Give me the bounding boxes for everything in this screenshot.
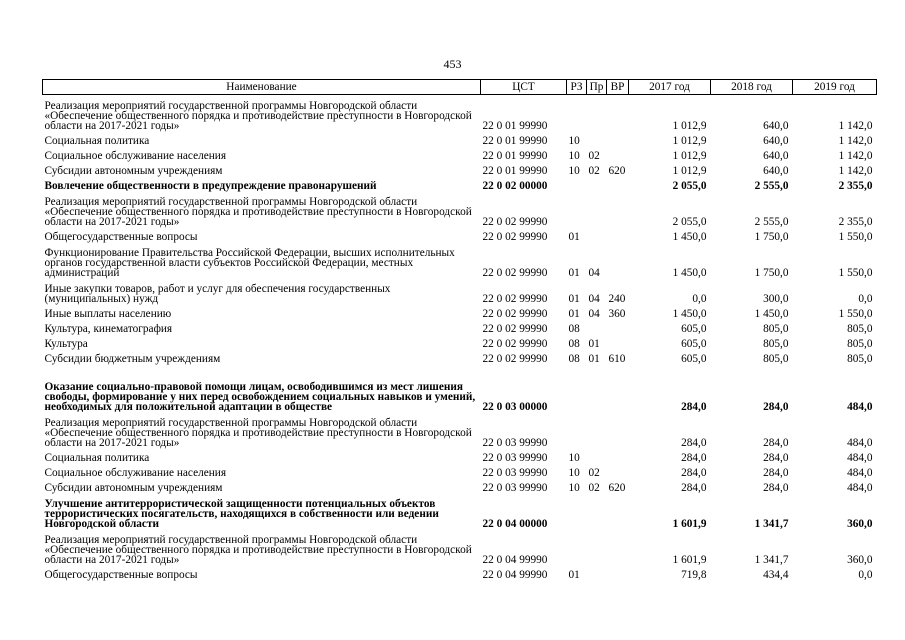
row-vr [607,146,629,161]
row-name: Субсидии автономным учреждениям [44,482,223,494]
row-2017: 284,0 [681,467,707,479]
row-cst: 22 0 02 99990 [482,267,548,279]
row-2017: 719,8 [681,569,707,581]
row-2018: 300,0 [763,293,789,305]
row-vr [607,463,629,478]
row-cst: 22 0 03 99990 [482,482,548,494]
row-vr [607,529,629,565]
row-cst: 22 0 02 99990 [482,353,548,365]
col-2019-header: 2019 год [793,80,877,95]
row-2019: 484,0 [847,401,873,413]
row-2019: 0,0 [858,569,873,581]
col-rz-header: РЗ [567,80,587,95]
row-cst: 22 0 02 99990 [482,308,548,320]
row-vr [607,565,629,580]
row-2018: 284,0 [763,401,789,413]
row-2019: 1 550,0 [838,231,873,243]
table-row [43,191,877,227]
row-2017: 284,0 [681,482,707,494]
row-rz: 10 [568,150,580,162]
row-2018: 640,0 [763,150,789,162]
row-pr: 04 [588,308,600,320]
row-cst: 22 0 02 99990 [482,231,548,243]
col-name-header: Наименование [43,80,481,95]
row-pr [587,529,607,565]
col-2017-header: 2017 год [629,80,711,95]
row-cst: 22 0 01 99990 [482,135,548,147]
col-vr-header: ВР [607,80,629,95]
row-2017: 1 450,0 [672,231,707,243]
row-name: Культура [44,338,88,350]
row-name: Социальная политика [44,135,150,147]
row-rz: 10 [568,165,580,177]
row-rz [567,95,587,132]
row-name: Реализация мероприятий государственной программы Новгородской области «Обеспечение общественного порядка и противодействие преступности в Новгородской области на 2017-2021 годы» [44,417,472,449]
row-name: Функционирование Правительства Российской Федерации, высших исполнительных органов государственной власти субъектов Российской Федерации, местных администраций [44,247,455,279]
table-row [43,95,877,132]
row-2018: 2 555,0 [754,216,789,228]
row-cst: 22 0 02 00000 [482,180,548,192]
row-pr [587,319,607,334]
row-2019: 805,0 [847,338,873,350]
table-row [43,565,877,580]
row-vr [607,412,629,448]
row-2019: 1 142,0 [838,150,873,162]
row-pr: 04 [588,293,600,305]
row-2017: 284,0 [681,452,707,464]
table-row [43,493,877,529]
col-cst-header: ЦСТ [481,80,567,95]
table-row [43,319,877,334]
row-2017: 2 055,0 [672,180,707,192]
row-2019: 2 355,0 [838,180,873,192]
row-2017: 1 012,9 [672,165,707,177]
table-row [43,242,877,278]
row-2017: 1 601,9 [672,518,707,530]
table-row [43,349,877,364]
row-vr [607,493,629,529]
row-pr [587,176,607,191]
row-2019: 1 550,0 [838,267,873,279]
row-2019: 805,0 [847,323,873,335]
row-2017: 2 055,0 [672,216,707,228]
row-pr: 04 [588,267,600,279]
table-row [43,131,877,146]
row-2019: 1 142,0 [838,120,873,132]
row-cst: 22 0 02 99990 [482,293,548,305]
row-name: Вовлечение общественности в предупреждение правонарушений [44,180,377,192]
row-rz: 10 [568,452,580,464]
row-2019: 484,0 [847,482,873,494]
row-2019: 2 355,0 [838,216,873,228]
row-rz [567,412,587,448]
row-cst: 22 0 02 99990 [482,323,548,335]
row-pr: 01 [588,338,600,350]
row-vr [607,319,629,334]
row-rz [567,493,587,529]
table-row [43,478,877,493]
row-2018: 284,0 [763,467,789,479]
row-rz: 01 [568,293,580,305]
row-2019: 1 550,0 [838,308,873,320]
row-2019: 360,0 [847,518,873,530]
row-cst: 22 0 04 99990 [482,569,548,581]
row-cst: 22 0 01 99990 [482,165,548,177]
row-vr [607,131,629,146]
row-name: Социальное обслуживание населения [44,467,227,479]
row-2017: 605,0 [681,353,707,365]
row-cst: 22 0 01 99990 [482,120,548,132]
row-vr [607,242,629,278]
row-vr [607,176,629,191]
row-2018: 805,0 [763,353,789,365]
row-pr: 02 [588,150,600,162]
row-2017: 1 012,9 [672,150,707,162]
row-2017: 284,0 [681,401,707,413]
row-2017: 1 450,0 [672,308,707,320]
row-2018: 805,0 [763,323,789,335]
row-2018: 640,0 [763,165,789,177]
row-pr [587,227,607,242]
page-number: 453 [443,57,462,71]
row-2018: 1 450,0 [754,308,789,320]
row-pr: 01 [588,353,600,365]
row-rz: 10 [568,135,580,147]
table-row [43,412,877,448]
row-vr: 620 [608,482,626,494]
row-2017: 1 012,9 [672,120,707,132]
row-2019: 0,0 [858,293,873,305]
row-cst: 22 0 03 00000 [482,401,548,413]
row-cst: 22 0 03 99990 [482,467,548,479]
row-name: Субсидии бюджетным учреждениям [44,353,221,365]
row-pr [587,95,607,132]
row-cst: 22 0 02 99990 [482,338,548,350]
row-2017: 0,0 [692,293,707,305]
row-name: Социальная политика [44,452,150,464]
row-2018: 434,4 [763,569,789,581]
row-rz: 10 [568,467,580,479]
row-2017: 605,0 [681,323,707,335]
row-2017: 605,0 [681,338,707,350]
row-pr [587,565,607,580]
row-name: Реализация мероприятий государственной программы Новгородской области «Обеспечение общественного порядка и противодействие преступности в Новгородской области на 2017-2021 годы» [44,100,472,132]
row-rz [567,529,587,565]
row-vr: 620 [608,165,626,177]
row-2018: 640,0 [763,120,789,132]
row-vr [607,227,629,242]
row-name: Реализация мероприятий государственной программы Новгородской области «Обеспечение общественного порядка и противодействие преступности в Новгородской области на 2017-2021 годы» [44,196,472,228]
row-vr: 610 [608,353,626,365]
row-rz [567,176,587,191]
row-cst: 22 0 02 99990 [482,216,548,228]
header-row [43,80,877,95]
row-name: Реализация мероприятий государственной программы Новгородской области «Обеспечение общественного порядка и противодействие преступности в Новгородской области на 2017-2021 годы» [44,534,472,566]
table-row [43,448,877,463]
row-2019: 1 142,0 [838,135,873,147]
table-row [43,227,877,242]
budget-table [42,79,877,580]
row-2018: 284,0 [763,482,789,494]
row-name: Иные выплаты населению [44,308,172,320]
row-2018: 284,0 [763,437,789,449]
row-name: Социальное обслуживание населения [44,150,227,162]
row-2017: 1 012,9 [672,135,707,147]
row-2018: 805,0 [763,338,789,350]
row-vr [607,95,629,132]
table-row [43,304,877,319]
row-pr [587,131,607,146]
row-vr [607,364,629,412]
row-rz [567,364,587,412]
row-rz: 08 [568,338,580,350]
table-row [43,364,877,412]
row-pr: 02 [588,467,600,479]
row-cst: 22 0 01 99990 [482,150,548,162]
row-rz: 01 [568,231,580,243]
row-2018: 284,0 [763,452,789,464]
row-vr [607,334,629,349]
row-2017: 1 601,9 [672,554,707,566]
row-vr: 360 [608,308,626,320]
row-pr [587,448,607,463]
row-pr [587,364,607,412]
table-row [43,146,877,161]
row-cst: 22 0 04 00000 [482,518,548,530]
row-pr [587,493,607,529]
row-2019: 484,0 [847,437,873,449]
table-row [43,529,877,565]
col-pr-header: Пр [587,80,607,95]
row-rz [567,191,587,227]
row-vr: 240 [608,293,626,305]
table-row [43,463,877,478]
row-rz: 08 [568,323,580,335]
row-rz: 01 [568,267,580,279]
table-body [43,95,877,581]
row-2019: 484,0 [847,452,873,464]
row-name: Оказание социально-правовой помощи лицам, освободившимся из мест лишения свободы, формирование у них перед освобождением социальных навыков и умений, необходимых для положительной адаптации в обществе [44,381,476,413]
row-2018: 1 750,0 [754,231,789,243]
table-row [43,278,877,304]
row-pr: 02 [588,165,600,177]
row-rz: 08 [568,353,580,365]
row-cst: 22 0 03 99990 [482,437,548,449]
row-vr [607,448,629,463]
row-2019: 360,0 [847,554,873,566]
row-name: Общегосударственные вопросы [44,231,198,243]
row-cst: 22 0 04 99990 [482,554,548,566]
row-rz: 01 [568,569,580,581]
row-vr [607,191,629,227]
row-pr: 02 [588,482,600,494]
row-rz: 01 [568,308,580,320]
row-pr [587,191,607,227]
row-2018: 1 341,7 [754,518,789,530]
row-pr [587,412,607,448]
row-2018: 1 341,7 [754,554,789,566]
row-2019: 805,0 [847,353,873,365]
row-name: Культура, кинематография [44,323,173,335]
row-2018: 640,0 [763,135,789,147]
row-cst: 22 0 03 99990 [482,452,548,464]
row-name: Субсидии автономным учреждениям [44,165,223,177]
table-row [43,176,877,191]
row-2019: 484,0 [847,467,873,479]
row-name: Общегосударственные вопросы [44,569,198,581]
row-2018: 2 555,0 [754,180,789,192]
col-2018-header: 2018 год [711,80,793,95]
table-row [43,161,877,176]
row-2018: 1 750,0 [754,267,789,279]
row-name: Иные закупки товаров, работ и услуг для обеспечения государственных (муниципальных) нужд [44,283,391,305]
row-2017: 1 450,0 [672,267,707,279]
row-name: Улучшение антитеррористической защищенности потенциальных объектов террористических посягательств, находящихся в собственности или ведении Новгородской области [44,498,439,530]
row-rz: 10 [568,482,580,494]
table-row [43,334,877,349]
row-2019: 1 142,0 [838,165,873,177]
row-2017: 284,0 [681,437,707,449]
